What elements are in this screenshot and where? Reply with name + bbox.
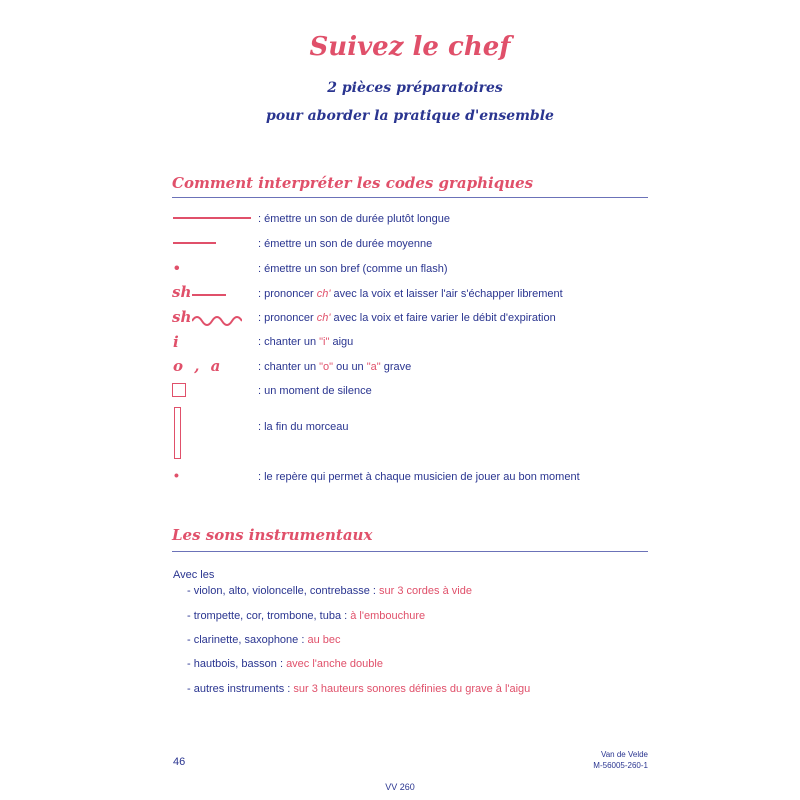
instrument-item (187, 610, 425, 622)
instrument-label: - violon, alto, violoncelle, contrebasse : (187, 585, 379, 597)
instrument-value: sur 3 hauteurs sonores définies du grave à l'aigu (293, 683, 531, 695)
section-divider (172, 197, 648, 198)
instrument-value: au bec (307, 634, 341, 646)
instrument-item (187, 585, 472, 597)
wavy-line-icon (192, 312, 242, 326)
edition-code: VV 260 (385, 782, 415, 792)
desc-mid: ou un (333, 361, 367, 373)
desc-highlight: "i" (319, 336, 330, 348)
end-bar-icon (174, 407, 181, 459)
desc-pre: : prononcer (258, 312, 317, 324)
instruments-intro: Avec les (173, 569, 215, 581)
instrument-value: sur 3 cordes à vide (379, 585, 472, 597)
page-title: Suivez le chef (309, 32, 511, 62)
silence-square-icon (172, 383, 186, 397)
legend-desc-long: : émettre un son de durée plutôt longue (258, 213, 451, 225)
section-divider (172, 551, 648, 552)
desc-post: avec la voix et faire varier le débit d'expiration (330, 312, 556, 324)
instrument-label: - autres instruments : (187, 683, 294, 695)
desc-pre: : chanter un (258, 361, 320, 373)
sh-varying-air-icon (172, 308, 244, 328)
legend-desc-sh-varying (258, 312, 556, 324)
legend-desc-vowel-i (258, 336, 353, 348)
codes-section-heading: Comment interpréter les codes graphiques (172, 174, 534, 192)
short-sound-dot-icon: • (174, 260, 180, 277)
instrument-value: avec l'anche double (286, 658, 383, 670)
legend-desc-end: : la fin du morceau (258, 421, 349, 433)
instrument-label: - trompette, cor, trombone, tuba : (187, 610, 351, 622)
desc-highlight: "o" (319, 361, 334, 373)
cue-dot-icon: • (174, 467, 179, 483)
subtitle-line-1: 2 pièces préparatoires (327, 80, 503, 96)
instrument-item (187, 634, 341, 646)
catalog-reference: M-56005-260-1 (593, 761, 648, 770)
legend-desc-medium: : émettre un son de durée moyenne (258, 238, 433, 250)
legend-desc-short: : émettre un son bref (comme un flash) (258, 263, 448, 275)
legend-desc-cue: : le repère qui permet à chaque musicien de jouer au bon moment (258, 471, 580, 483)
desc-pre: : prononcer (258, 288, 317, 300)
legend-desc-silence: : un moment de silence (258, 385, 372, 397)
sh-tail-line (192, 294, 226, 296)
sh-label: sh (172, 308, 192, 326)
instrument-label: - hautbois, basson : (187, 658, 287, 670)
instrument-item (187, 683, 530, 695)
vowel-o-a-icon: o , a (173, 357, 221, 375)
publisher-name: Van de Velde (600, 750, 648, 759)
desc-post: grave (380, 361, 412, 373)
page-number: 46 (173, 756, 186, 768)
vowel-i-icon: i (173, 333, 179, 351)
instrument-value: à l'embouchure (350, 610, 426, 622)
desc-highlight: ch' (316, 288, 331, 300)
desc-highlight: ch' (316, 312, 331, 324)
desc-highlight-2: "a" (366, 361, 381, 373)
sh-label: sh (172, 283, 192, 301)
desc-post: avec la voix et laisser l'air s'échapper librement (330, 288, 563, 300)
desc-post: aigu (329, 336, 354, 348)
instruments-section-heading: Les sons instrumentaux (172, 526, 373, 544)
instrument-label: - clarinette, saxophone : (187, 634, 308, 646)
medium-sound-line-icon (173, 242, 216, 244)
legend-desc-vowel-o-a (258, 361, 411, 373)
long-sound-line-icon (173, 217, 251, 219)
desc-pre: : chanter un (258, 336, 320, 348)
subtitle-line-2: pour aborder la pratique d'ensemble (266, 108, 554, 124)
legend-desc-sh-free (258, 288, 563, 300)
instrument-item (187, 658, 383, 670)
sh-free-air-icon (172, 283, 232, 303)
